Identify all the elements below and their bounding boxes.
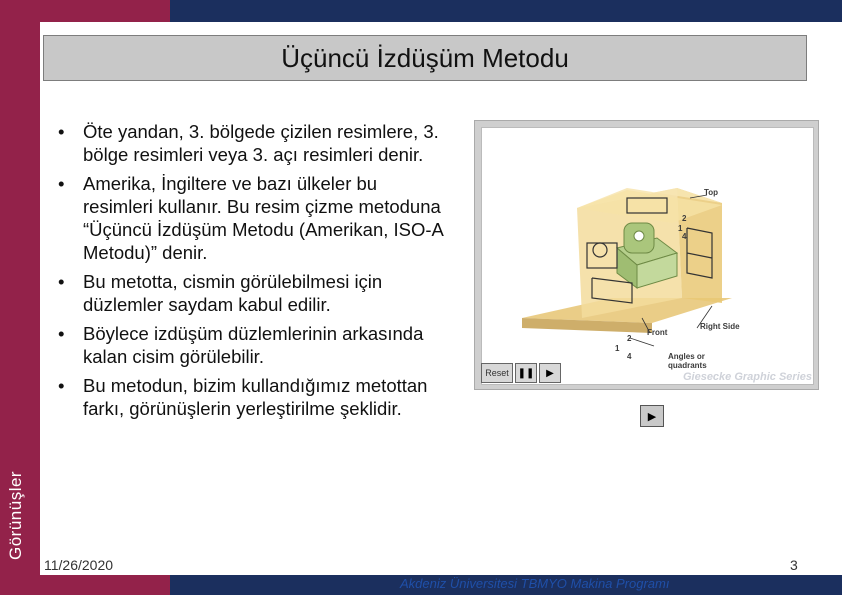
figure-credit: Giesecke Graphic Series bbox=[682, 371, 812, 383]
label-num-2b: 2 bbox=[627, 334, 632, 343]
bullet-item bbox=[58, 172, 448, 264]
label-num-1: 1 bbox=[678, 224, 683, 233]
bullet-list bbox=[58, 120, 448, 426]
side-section-label: Görünüşler bbox=[6, 470, 25, 560]
animation-controls bbox=[481, 363, 561, 383]
bullet-dot: • bbox=[58, 173, 65, 194]
title-box bbox=[43, 35, 807, 81]
label-num-2: 2 bbox=[682, 214, 687, 223]
bullet-item bbox=[58, 322, 448, 368]
bullet-item bbox=[58, 120, 448, 166]
bottom-accent-bar-maroon bbox=[0, 575, 170, 595]
pause-button[interactable]: ❚❚ bbox=[515, 363, 537, 383]
projection-animation-frame bbox=[474, 120, 819, 390]
slide-title: Üçüncü İzdüşüm Metodu bbox=[281, 42, 569, 73]
top-accent-bar-navy bbox=[170, 0, 842, 22]
bullet-text: Böylece izdüşüm düzlemlerinin arkasında kalan cisim görülebilir. bbox=[83, 323, 424, 367]
top-accent-bar-maroon bbox=[0, 0, 170, 22]
label-num-1b: 1 bbox=[615, 344, 620, 353]
projection-cube-illustration bbox=[482, 128, 813, 384]
label-num-4b: 4 bbox=[627, 352, 632, 361]
projection-diagram bbox=[481, 127, 814, 385]
page-number: 3 bbox=[790, 557, 798, 573]
label-angles-line2: quadrants bbox=[668, 361, 707, 370]
bullet-dot: • bbox=[58, 271, 65, 292]
bullet-text: Amerika, İngiltere ve bazı ülkeler bu resimleri kullanır. Bu resim çizme metoduna “Üçüncü İzdüşüm Metodu (Amerikan, ISO-A Metodu)” denir. bbox=[83, 173, 443, 263]
label-top: Top bbox=[704, 188, 719, 197]
reset-button[interactable]: Reset bbox=[481, 363, 513, 383]
bullet-dot: • bbox=[58, 121, 65, 142]
bullet-text: Bu metotta, cismin görülebilmesi için düzlemler saydam kabul edilir. bbox=[83, 271, 383, 315]
label-right-side: Right Side bbox=[700, 322, 740, 331]
bullet-item bbox=[58, 270, 448, 316]
bullet-item bbox=[58, 374, 448, 420]
footer-text: Akdeniz Üniversitesi TBMYO Makina Programı bbox=[400, 576, 670, 591]
slide-date: 11/26/2020 bbox=[44, 557, 114, 573]
bullet-dot: • bbox=[58, 375, 65, 396]
label-angles-line1: Angles or bbox=[668, 352, 705, 361]
play-button[interactable]: ▶ bbox=[539, 363, 561, 383]
label-front: Front bbox=[647, 328, 668, 337]
bullet-text: Öte yandan, 3. bölgede çizilen resimlere, 3. bölge resimleri veya 3. açı resimleri denir. bbox=[83, 121, 439, 165]
play-icon[interactable]: ▶ bbox=[640, 405, 664, 427]
label-num-4: 4 bbox=[682, 232, 687, 241]
bullet-text: Bu metodun, bizim kullandığımız metottan farkı, görünüşlerin yerleştirilme şeklidir. bbox=[83, 375, 428, 419]
bullet-dot: • bbox=[58, 323, 65, 344]
